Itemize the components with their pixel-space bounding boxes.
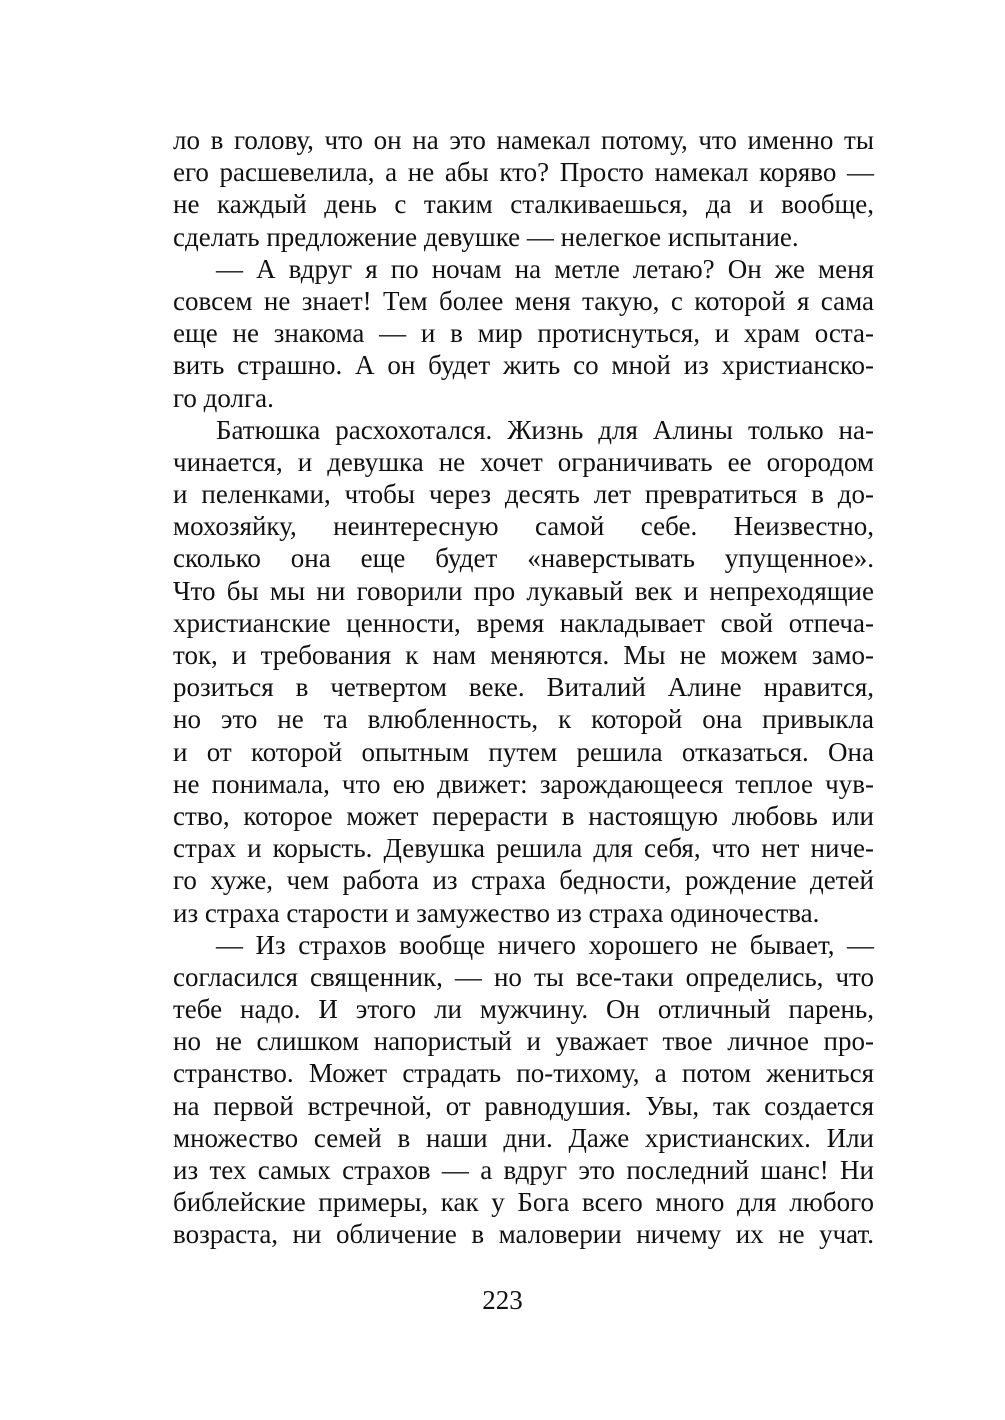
text-line: множество семей в наши дни. Даже христианских. Или xyxy=(173,1122,874,1153)
text-line: го долга. xyxy=(173,382,274,413)
text-line: страх и корысть. Девушка решила для себя, что нет ниче- xyxy=(173,833,874,864)
text-line: тебе надо. И этого ли мужчину. Он отличный парень, xyxy=(173,994,874,1025)
text-line: его расшевелила, а не абы кто? Просто намекал коряво — xyxy=(173,157,874,188)
text-line: розиться в четвертом веке. Виталий Алине нравится, xyxy=(173,672,874,703)
text-line: на первой встречной, от равнодушия. Увы, так создается xyxy=(173,1090,874,1121)
text-line: возраста, ни обличение в маловерии ничему их не учат. xyxy=(173,1219,874,1250)
text-line: Что бы мы ни говорили про лукавый век и непреходящие xyxy=(173,575,874,606)
text-line: — Из страхов вообще ничего хорошего не бывает, — xyxy=(216,929,874,960)
text-line: но не слишком напористый и уважает твое личное про- xyxy=(173,1026,874,1057)
text-line: и пеленками, чтобы через десять лет превратиться в до- xyxy=(173,479,874,510)
text-line: ло в голову, что он на это намекал потому, что именно ты xyxy=(173,125,874,155)
text-line: но это не та влюбленность, к которой она привыкла xyxy=(173,704,874,735)
text-line: чинается, и девушка не хочет ограничивать ее огородом xyxy=(173,446,874,477)
page-number: 223 xyxy=(482,1285,523,1315)
text-line: ток, и требования к нам меняются. Мы не можем замо- xyxy=(173,640,874,670)
text-line: странство. Может страдать по-тихому, а потом жениться xyxy=(173,1058,874,1089)
text-line: сделать предложение девушке — нелегкое испытание. xyxy=(173,221,799,252)
page-body xyxy=(173,124,874,1251)
text-line: не понимала, что ею движет: зарождающееся теплое чув- xyxy=(173,768,874,799)
text-line: Батюшка расхохотался. Жизнь для Алины только на- xyxy=(216,414,874,445)
text-line: библейские примеры, как у Бога всего много для любого xyxy=(173,1187,874,1218)
text-line: не каждый день с таким сталкиваешься, да и вообще, xyxy=(173,189,874,220)
text-line: согласился священник, — но ты все-таки определись, что xyxy=(173,961,874,992)
text-line: совсем не знает! Тем более меня такую, с которой я сама xyxy=(173,285,874,316)
text-line: и от которой опытным путем решила отказаться. Она xyxy=(173,736,874,767)
text-line: из тех самых страхов — а вдруг это последний шанс! Ни xyxy=(173,1155,874,1185)
text-line: сколько она еще будет «наверстывать упущенное». xyxy=(173,543,874,574)
text-line: ство, которое может перерасти в настоящую любовь или xyxy=(173,800,874,831)
text-line: мохозяйку, неинтересную самой себе. Неизвестно, xyxy=(173,511,874,542)
text-line: го хуже, чем работа из страха бедности, рождение детей xyxy=(173,865,874,896)
text-line: из страха старости и замужество из страха одиночества. xyxy=(173,897,820,928)
text-line: еще не знакома — и в мир протиснуться, и храм оста- xyxy=(173,318,874,349)
text-line: вить страшно. А он будет жить со мной из христианско- xyxy=(173,350,874,381)
text-line: христианские ценности, время накладывает свой отпеча- xyxy=(173,607,874,638)
text-line: — А вдруг я по ночам на метле летаю? Он же меня xyxy=(216,253,874,284)
